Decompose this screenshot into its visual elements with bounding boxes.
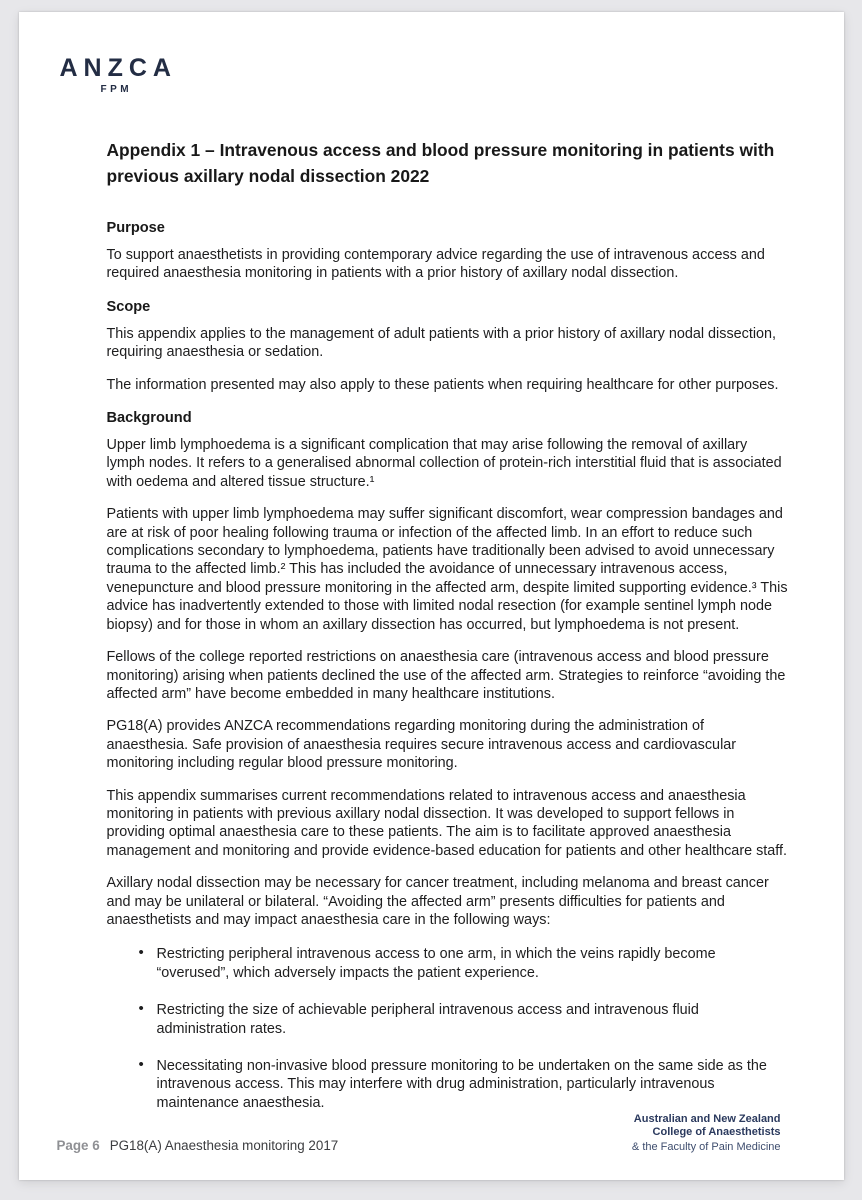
background-paragraph-5: This appendix summarises current recommendations related to intravenous access and anaesthesia monitoring in patients with previous axillary nodal dissection. It was developed to support fellows in providing optimal anaesthesia care to these patients. The aim is to facilitate approved anaesthesia management and monitoring and provide evidence-based education for patients and other healthcare staff. (106, 787, 788, 859)
anzca-logo-text: ANZCA (59, 54, 177, 82)
background-paragraph-1: Upper limb lymphoedema is a significant complication that may arise following the removal of axillary lymph nodes. It refers to a generalised abnormal collection of protein-rich interstitial fluid that is associated with oedema and altered tissue structure.¹ (106, 437, 782, 490)
heading-background: Background (106, 410, 192, 427)
page-title: Appendix 1 – Intravenous access and blood pressure monitoring in patients with previous axillary nodal dissection 2022 (106, 140, 775, 186)
impact-bullet-list (107, 945, 789, 1112)
purpose-paragraph: To support anaesthetists in providing contemporary advice regarding the use of intravenous access and required anaesthesia monitoring in patients with a prior history of axillary nodal dissection. (106, 247, 765, 282)
anzca-logo (60, 56, 178, 95)
bullet-item-2: • Restricting the size of achievable peripheral intravenous access and intravenous fluid administration rates. (107, 1001, 789, 1038)
heading-purpose: Purpose (106, 220, 165, 236)
background-paragraph-3: Fellows of the college reported restrictions on anaesthesia care (intravenous access and blood pressure monitoring) arising when patients declined the use of the affected arm. Strategies to reinforce “avoiding the affected arm” have become embedded in many healthcare institutions. (106, 649, 786, 702)
footer-left (57, 1138, 339, 1154)
bullet-item-1: • Restricting peripheral intravenous access to one arm, in which the veins rapidly become “overused”, which adversely impacts the patient experience. (107, 945, 789, 982)
page-footer (19, 1113, 844, 1155)
scope-paragraph-1: This appendix applies to the management of adult patients with a prior history of axillary nodal dissection, requiring anaesthesia or sedation. (106, 325, 777, 361)
document-reference: PG18(A) Anaesthesia monitoring 2017 (109, 1137, 339, 1153)
bullet-item-3: • Necessitating non-invasive blood pressure monitoring to be undertaken on the same side as the intravenous access. This may interfere with drug administration, particularly intravenous maintenance anaesthesia. (107, 1057, 789, 1112)
scope-paragraph-2: The information presented may also apply to these patients when requiring healthcare for other purposes. (106, 376, 779, 393)
document-page (19, 12, 844, 1180)
org-name-line-2: College of Anaesthetists (652, 1126, 781, 1138)
org-name-line-3: & the Faculty of Pain Medicine (631, 1140, 781, 1153)
page-number: Page 6 (56, 1137, 100, 1153)
heading-scope: Scope (106, 298, 151, 315)
fpm-logo-text: FPM (100, 84, 133, 95)
background-paragraph-6: Axillary nodal dissection may be necessary for cancer treatment, including melanoma and breast cancer and may be unilateral or bilateral. “Avoiding the affected arm” presents difficulties for patients and anaesthetists and may impact anaesthesia care in the following ways: (106, 875, 769, 928)
organisation-block (632, 1113, 781, 1155)
org-name-line-1: Australian and New Zealand (633, 1112, 781, 1125)
background-paragraph-2: Patients with upper limb lymphoedema may suffer significant discomfort, wear compression bandages and are at risk of poor healing following trauma or infection of the affected limb. In an effort to reduce such complications secondary to lymphoedema, patients have traditionally been advised to avoid unnecessary trauma to the affected limb.² This has included the avoidance of unnecessary intravenous access, venepuncture and blood pressure monitoring in the affected arm, despite limited supporting evidence.³ This advice has inadvertently extended to those with limited nodal resection (for example sentinel lymph node biopsy) and for those in whom an axillary dissection has occurred, but lymphoedema is not present. (106, 506, 788, 633)
document-content (19, 12, 844, 1112)
background-paragraph-4: PG18(A) provides ANZCA recommendations regarding monitoring during the administration of anaesthesia. Safe provision of anaesthesia requires secure intravenous access and cardiovascular monitoring including regular blood pressure monitoring. (106, 718, 737, 772)
